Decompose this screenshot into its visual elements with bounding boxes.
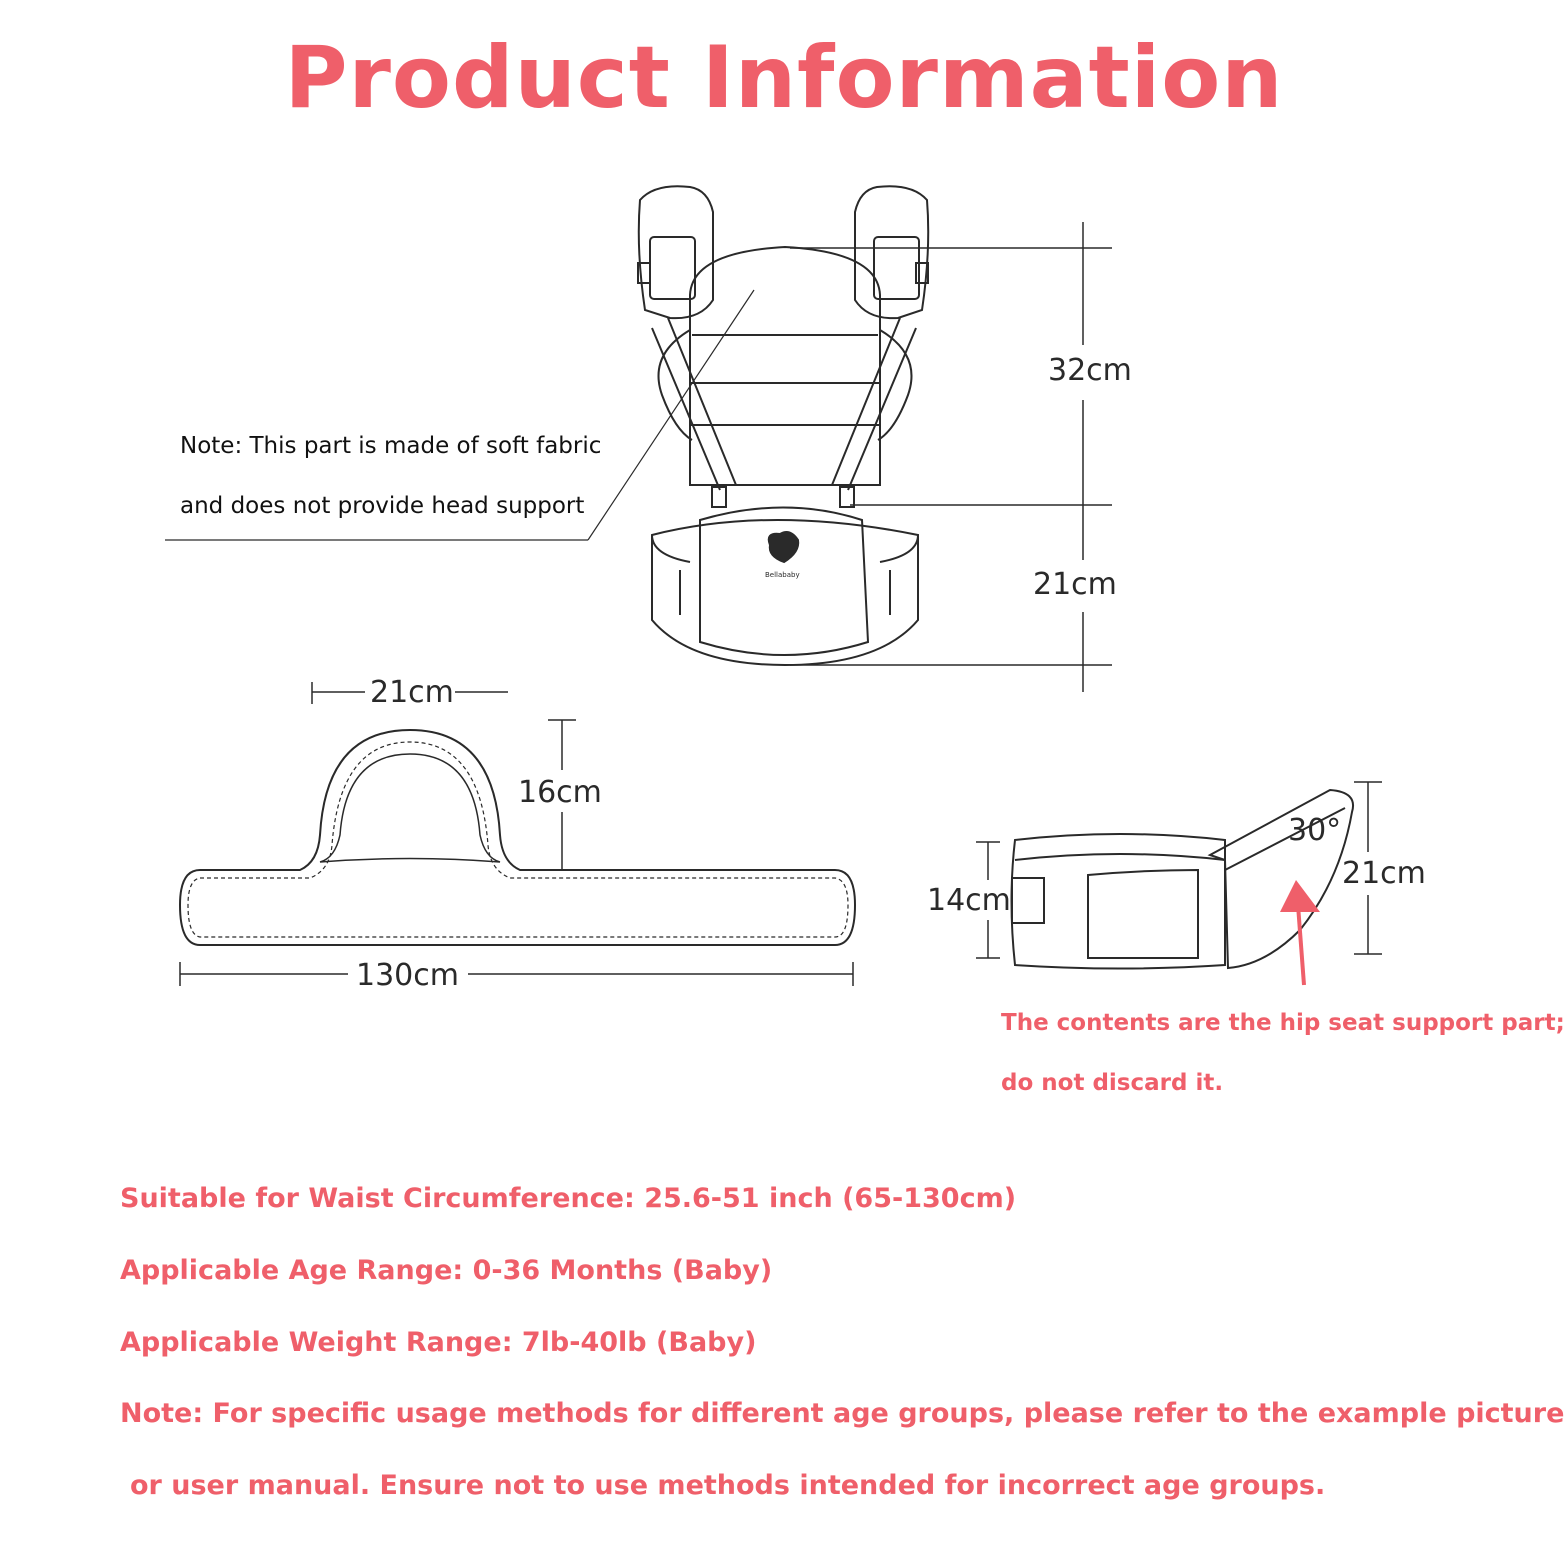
fabric-note-line1: Note: This part is made of soft fabric bbox=[180, 433, 602, 459]
spec-waist: Suitable for Waist Circumference: 25.6-51 inch (65-130cm) bbox=[120, 1183, 1017, 1214]
hipseat-cushion-height-label: 21cm bbox=[1342, 856, 1426, 891]
hipseat-note-line1: The contents are the hip seat support part; bbox=[1001, 1010, 1565, 1036]
carrier-logo-text: Bellababy bbox=[765, 571, 800, 579]
arrow-up-icon bbox=[1280, 880, 1320, 985]
waist-belt-illustration bbox=[180, 730, 855, 945]
spec-usage-note-line1: Note: For specific usage methods for different age groups, please refer to the example picture bbox=[120, 1398, 1565, 1429]
spec-age: Applicable Age Range: 0-36 Months (Baby) bbox=[120, 1255, 773, 1286]
waist-belt-length-label: 130cm bbox=[356, 958, 459, 993]
fabric-note-line2: and does not provide head support bbox=[180, 493, 585, 519]
carrier-lower-height-label: 21cm bbox=[1033, 567, 1117, 602]
hipseat-height-label: 14cm bbox=[927, 883, 1011, 918]
carrier-illustration bbox=[638, 186, 928, 665]
headrest-height-label: 16cm bbox=[518, 775, 602, 810]
carrier-dimension-lines bbox=[790, 222, 1112, 692]
brand-logo-icon bbox=[769, 532, 798, 562]
waist-belt-dimension-lines bbox=[180, 682, 853, 986]
headrest-width-label: 21cm bbox=[370, 675, 454, 710]
spec-usage-note-line2: or user manual. Ensure not to use methods intended for incorrect age groups. bbox=[130, 1470, 1326, 1501]
hipseat-angle-label: 30° bbox=[1288, 813, 1342, 848]
hipseat-note-line2: do not discard it. bbox=[1001, 1070, 1224, 1096]
carrier-upper-height-label: 32cm bbox=[1048, 353, 1132, 388]
page-title: Product Information bbox=[284, 28, 1284, 128]
spec-weight: Applicable Weight Range: 7lb-40lb (Baby) bbox=[120, 1327, 757, 1358]
